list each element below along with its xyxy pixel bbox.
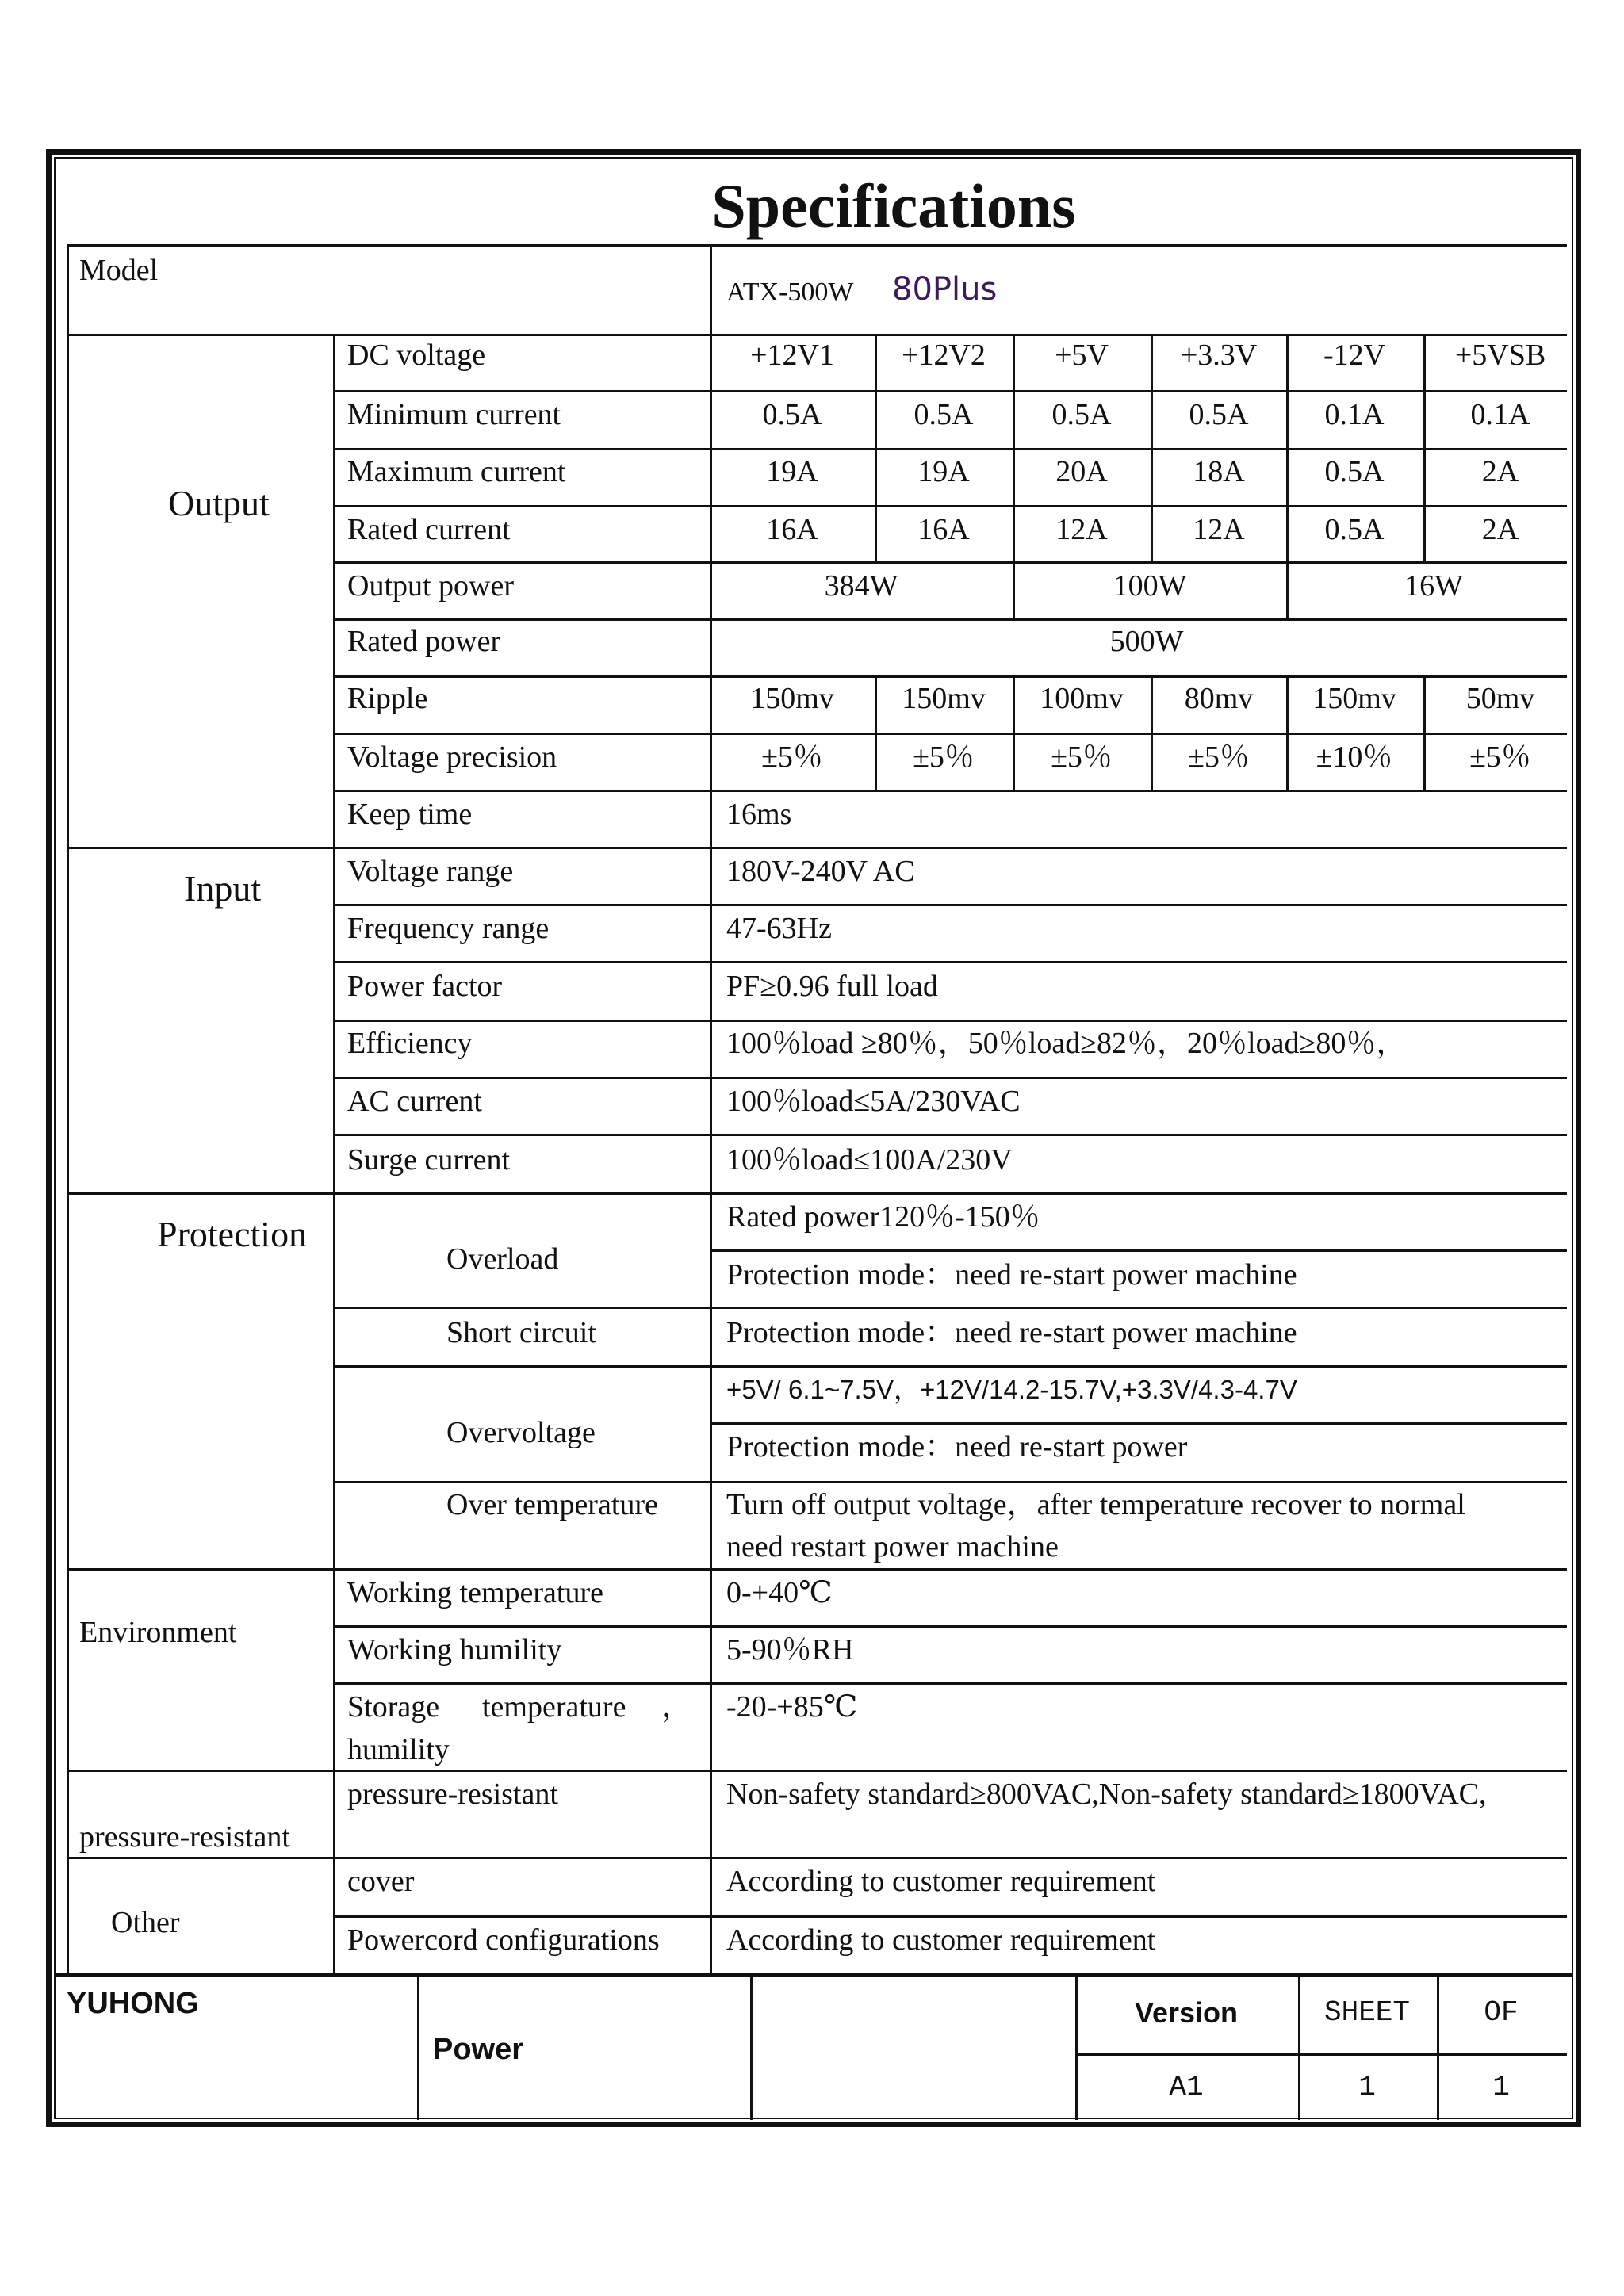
- rule-below-environment: [67, 1770, 1567, 1772]
- input-row-value: 100％load≤100A/230V: [726, 1143, 1013, 1177]
- footer-company: YUHONG: [67, 1987, 199, 2020]
- output-power-value: 384W: [824, 569, 898, 603]
- rule-input-3: [333, 1020, 1567, 1022]
- voltage-precision-value: ±5％: [1051, 740, 1113, 774]
- pressure-group-label: pressure-resistant: [79, 1820, 290, 1854]
- footer-sheet-label: SHEET: [1323, 1996, 1411, 2029]
- rule-above-footer: [56, 1973, 1572, 1977]
- rule-input-2: [333, 961, 1567, 963]
- rule-below-protection: [67, 1568, 1567, 1571]
- model-label: Model: [79, 254, 159, 287]
- rated-current-value: 0.5A: [1324, 513, 1385, 546]
- max-current-value: 19A: [766, 455, 818, 488]
- rule-prot-2: [333, 1365, 1567, 1368]
- storage-label: ，: [661, 1690, 692, 1724]
- ripple-value: 50mv: [1465, 682, 1535, 715]
- dc-voltage-value: +5VSB: [1454, 339, 1546, 372]
- rule-output-1: [333, 390, 1567, 392]
- rule-env-1: [333, 1625, 1567, 1628]
- max-current-value: 20A: [1055, 455, 1108, 488]
- min-current-value: 0.5A: [1051, 398, 1112, 431]
- input-row-label: Power factor: [347, 970, 503, 1003]
- rule-other-1: [333, 1915, 1567, 1918]
- storage-label: temperature: [482, 1690, 626, 1724]
- rule-footer-5: [1437, 1977, 1439, 2120]
- pressure-value: Non-safety standard≥800VAC,Non-safety standard≥1800VAC,: [726, 1777, 1487, 1811]
- rule-footer-3: [1075, 1977, 1078, 2120]
- powercord-value: According to customer requirement: [726, 1923, 1156, 1957]
- ripple-label: Ripple: [347, 682, 428, 715]
- keep-time-value: 16ms: [726, 798, 792, 831]
- rule-col-f-top: [1423, 334, 1426, 561]
- model-cert: 80Plus: [892, 271, 998, 308]
- max-current-value: 2A: [1481, 455, 1519, 488]
- dc-voltage-value: +3.3V: [1180, 339, 1258, 372]
- rule-col-c-top: [1013, 334, 1015, 618]
- rule-overvoltage-split: [710, 1422, 1567, 1425]
- overvoltage-line: Protection mode：need re-start power: [726, 1430, 1188, 1464]
- rule-footer-2: [750, 1977, 753, 2120]
- rule-col-b-bottom: [875, 675, 877, 790]
- input-row-label: Voltage range: [347, 855, 514, 888]
- dc-voltage-value: -12V: [1323, 339, 1386, 372]
- output-power-value: 100W: [1113, 569, 1187, 603]
- working-temperature-value: 0-+40℃: [726, 1576, 833, 1609]
- footer-version: A1: [1169, 2071, 1204, 2103]
- rule-output-5: [333, 618, 1567, 621]
- voltage-precision-value: ±10％: [1316, 740, 1393, 774]
- rule-output-7: [333, 733, 1567, 735]
- rule-prot-3: [333, 1481, 1567, 1483]
- rule-value-col: [710, 244, 712, 1974]
- pressure-label: pressure-resistant: [347, 1777, 558, 1811]
- footer-of: 1: [1492, 2071, 1510, 2103]
- rated-current-value: 12A: [1055, 513, 1108, 546]
- rule-col-b-top: [875, 334, 877, 561]
- rated-current-value: 16A: [766, 513, 818, 546]
- rated-current-value: 12A: [1193, 513, 1245, 546]
- rule-env-2: [333, 1682, 1567, 1685]
- ripple-value: 100mv: [1040, 682, 1124, 715]
- overvoltage-line: +5V/ 6.1~7.5V，+12V/14.2-15.7V,+3.3V/4.3-4.7V: [726, 1375, 1297, 1404]
- voltage-precision-value: ±5％: [1469, 740, 1531, 774]
- input-row-value: 100％load≤5A/230VAC: [726, 1085, 1021, 1118]
- footer-sheet: 1: [1358, 2071, 1376, 2103]
- rated-power-label: Rated power: [347, 625, 501, 658]
- working-humility-value: 5-90％RH: [726, 1633, 854, 1667]
- rule-output-2: [333, 448, 1567, 450]
- other-group-label: Other: [111, 1906, 180, 1939]
- model-value: ATX-500W: [726, 277, 854, 307]
- rule-output-6: [333, 675, 1567, 678]
- dc-voltage-value: +5V: [1055, 339, 1109, 372]
- rule-col-e-top: [1286, 334, 1289, 618]
- rule-overload-split: [710, 1249, 1567, 1252]
- input-group-label: Input: [184, 868, 262, 909]
- ripple-value: 150mv: [1312, 682, 1396, 715]
- rule-input-4: [333, 1077, 1567, 1079]
- max-current-value: 19A: [917, 455, 970, 488]
- page-title: Specifications: [711, 171, 1076, 240]
- input-row-label: Frequency range: [347, 912, 550, 945]
- voltage-precision-value: ±5％: [913, 740, 975, 774]
- input-row-value: 47-63Hz: [726, 912, 832, 945]
- rule-prot-1: [333, 1307, 1567, 1309]
- rule-below-model: [67, 334, 1567, 336]
- over-temperature-line: need restart power machine: [726, 1530, 1059, 1563]
- powercord-label: Powercord configurations: [347, 1923, 660, 1957]
- working-humility-label: Working humility: [347, 1633, 562, 1667]
- rule-col-e-bottom: [1286, 675, 1289, 790]
- rule-label-col: [333, 334, 335, 1974]
- environment-group-label: Environment: [79, 1616, 237, 1649]
- storage-label: humility: [347, 1733, 450, 1766]
- min-current-value: 0.5A: [762, 398, 822, 431]
- input-row-value: 100％load ≥80％，50％load≥82％，20％load≥80％，: [726, 1027, 1407, 1060]
- rule-below-input: [67, 1192, 1567, 1195]
- short-circuit-value: Protection mode：need re-start power machine: [726, 1316, 1297, 1349]
- input-row-label: AC current: [347, 1085, 482, 1118]
- rule-below-output: [67, 847, 1567, 849]
- max-current-value: 0.5A: [1324, 455, 1385, 488]
- dc-voltage-value: +12V2: [902, 339, 986, 372]
- input-row-label: Efficiency: [347, 1027, 473, 1060]
- max-current-label: Maximum current: [347, 455, 566, 488]
- overload-line: Protection mode：need re-start power machine: [726, 1258, 1297, 1292]
- storage-value: -20-+85℃: [726, 1690, 858, 1724]
- footer-of-label: OF: [1484, 1996, 1519, 2029]
- overload-line: Rated power120％-150％: [726, 1200, 1040, 1234]
- ripple-value: 150mv: [750, 682, 834, 715]
- rule-output-3: [333, 505, 1567, 507]
- ripple-value: 80mv: [1184, 682, 1254, 715]
- rule-col-d-top: [1151, 334, 1153, 561]
- dc-voltage-label: DC voltage: [347, 339, 486, 372]
- footer-version-label: Version: [1134, 1996, 1239, 2029]
- rule-below-pressure: [67, 1857, 1567, 1859]
- short-circuit-label: Short circuit: [446, 1316, 596, 1349]
- working-temperature-label: Working temperature: [347, 1576, 603, 1609]
- over-temperature-label: Over temperature: [446, 1488, 658, 1521]
- output-group-label: Output: [168, 483, 270, 523]
- min-current-value: 0.1A: [1324, 398, 1385, 431]
- input-row-value: 180V-240V AC: [726, 855, 915, 888]
- rule-input-5: [333, 1134, 1567, 1136]
- rule-left-edge: [67, 244, 69, 1974]
- rule-footer-4: [1298, 1977, 1300, 2120]
- voltage-precision-value: ±5％: [1188, 740, 1250, 774]
- rule-col-f-bottom: [1423, 675, 1426, 790]
- rated-power-value: 500W: [1109, 625, 1184, 658]
- storage-label: Storage: [347, 1690, 440, 1724]
- rule-footer-mid: [1075, 2053, 1567, 2056]
- cover-value: According to customer requirement: [726, 1865, 1156, 1898]
- rule-input-1: [333, 904, 1567, 906]
- output-power-value: 16W: [1404, 569, 1463, 603]
- ripple-value: 150mv: [902, 682, 986, 715]
- keep-time-label: Keep time: [347, 798, 473, 831]
- rule-col-d-bottom: [1151, 675, 1153, 790]
- rule-footer-1: [417, 1977, 419, 2120]
- rule-output-4: [333, 561, 1567, 564]
- input-row-value: PF≥0.96 full load: [726, 970, 938, 1003]
- min-current-value: 0.5A: [914, 398, 974, 431]
- input-row-label: Surge current: [347, 1143, 511, 1177]
- min-current-value: 0.5A: [1189, 398, 1249, 431]
- min-current-value: 0.1A: [1470, 398, 1530, 431]
- overload-label: Overload: [446, 1242, 559, 1276]
- rule-below-title: [67, 244, 1567, 247]
- output-power-label: Output power: [347, 569, 515, 603]
- rated-current-label: Rated current: [347, 513, 511, 546]
- footer-product: Power: [433, 2033, 524, 2066]
- max-current-value: 18A: [1193, 455, 1245, 488]
- overvoltage-label: Overvoltage: [446, 1416, 596, 1449]
- voltage-precision-value: ±5％: [761, 740, 823, 774]
- cover-label: cover: [347, 1865, 415, 1898]
- rule-output-8: [333, 790, 1567, 792]
- over-temperature-line: Turn off output voltage，after temperature recover to normal: [726, 1488, 1465, 1521]
- min-current-label: Minimum current: [347, 398, 561, 431]
- voltage-precision-label: Voltage precision: [347, 740, 557, 774]
- dc-voltage-value: +12V1: [750, 339, 834, 372]
- rule-col-c-bottom: [1013, 675, 1015, 790]
- protection-group-label: Protection: [157, 1214, 308, 1254]
- rated-current-value: 16A: [917, 513, 970, 546]
- rated-current-value: 2A: [1481, 513, 1519, 546]
